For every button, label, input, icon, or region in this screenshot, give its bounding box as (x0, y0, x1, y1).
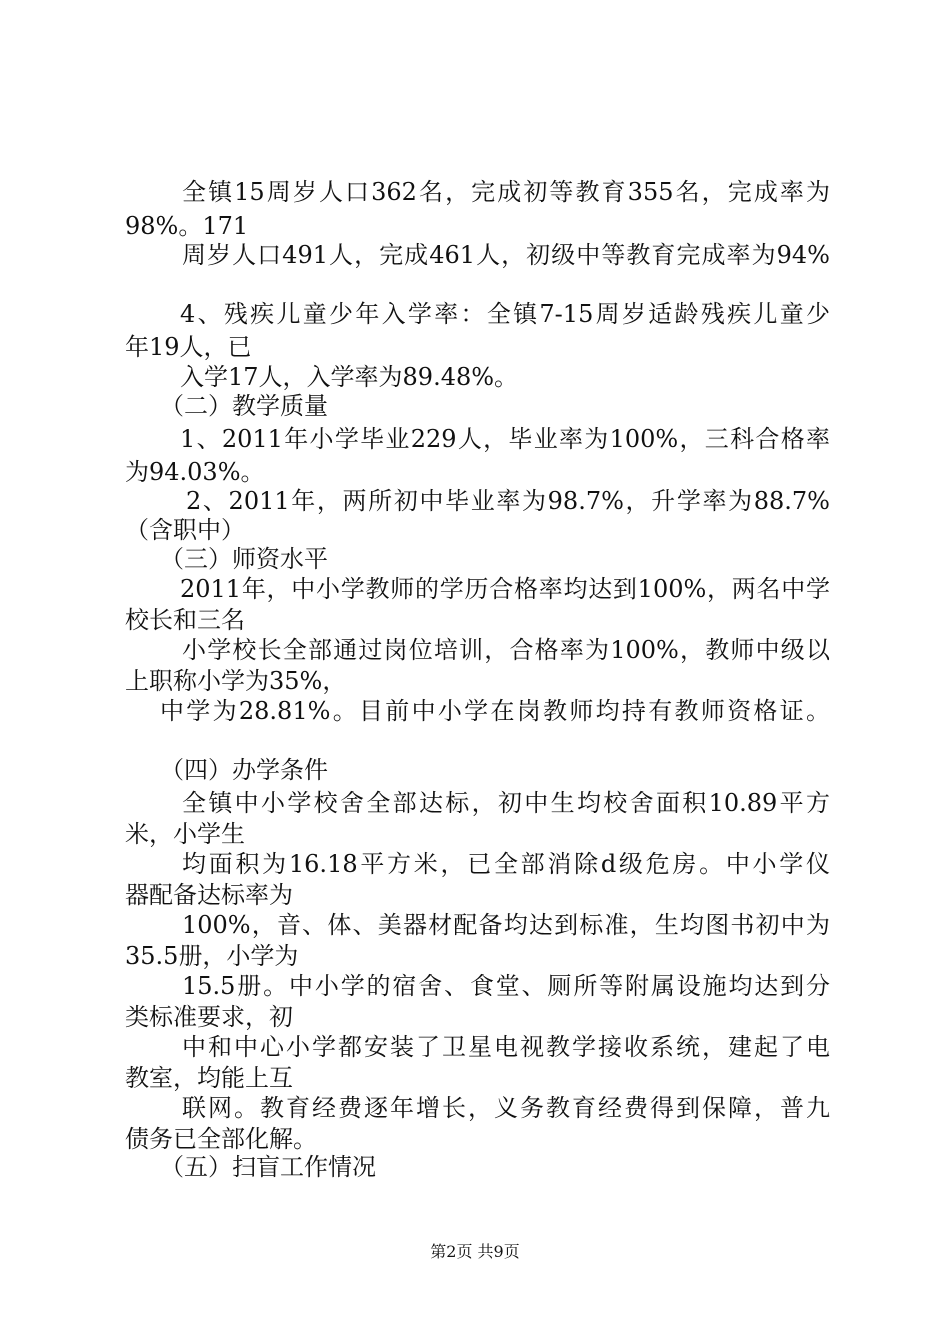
paragraph-line: 100%，音、体、美器材配备均达到标准，生均图书初中为 (182, 911, 830, 939)
paragraph-line: 教室，均能上互 (125, 1064, 293, 1092)
paragraph-line: 2、2011年，两所初中毕业率为98.7%，升学率为88.7% (186, 487, 830, 515)
paragraph-line: 中学为28.81%。目前中小学在岗教师均持有教师资格证。 (160, 697, 830, 725)
paragraph-line: 器配备达标率为 (125, 881, 293, 909)
paragraph-line: 2011年，中小学教师的学历合格率均达到100%，两名中学 (180, 575, 830, 603)
paragraph-line: 全镇中小学校舍全部达标，初中生均校舍面积10.89平方 (182, 789, 830, 817)
paragraph-line: 为94.03%。 (125, 458, 265, 486)
paragraph-line: 类标准要求，初 (125, 1003, 293, 1031)
paragraph-line: 中和中心小学都安装了卫星电视教学接收系统，建起了电 (182, 1033, 830, 1061)
section-heading: （三）师资水平 (160, 545, 328, 573)
paragraph-line: 35.5册，小学为 (125, 942, 299, 970)
section-heading: （二）教学质量 (160, 392, 328, 420)
paragraph-line: 4、残疾儿童少年入学率：全镇7-15周岁适龄残疾儿童少 (180, 300, 830, 328)
paragraph-line: 上职称小学为35%， (125, 667, 347, 695)
paragraph-line: 联网。教育经费逐年增长，义务教育经费得到保障，普九 (182, 1094, 830, 1122)
paragraph-line: 债务已全部化解。 (125, 1125, 317, 1153)
page-footer: 第2页 共9页 (430, 1242, 520, 1261)
paragraph-line: 周岁人口491人，完成461人，初级中等教育完成率为94% (182, 241, 830, 269)
paragraph-line: 小学校长全部通过岗位培训，合格率为100%，教师中级以 (182, 636, 830, 664)
paragraph-line: 入学17人，入学率为89.48%。 (180, 363, 519, 391)
paragraph-line: 全镇15周岁人口362名，完成初等教育355名，完成率为 (182, 178, 830, 206)
paragraph-line: 米，小学生 (125, 820, 245, 848)
paragraph-line: 年19人，已 (125, 333, 252, 361)
paragraph-line: 98%。171 (125, 212, 249, 240)
paragraph-line: 1、2011年小学毕业229人，毕业率为100%，三科合格率 (180, 425, 830, 453)
paragraph-line: （含职中） (125, 516, 245, 544)
section-heading: （五）扫盲工作情况 (160, 1153, 376, 1181)
section-heading: （四）办学条件 (160, 756, 328, 784)
paragraph-line: 均面积为16.18平方米，已全部消除d级危房。中小学仪 (182, 850, 830, 878)
paragraph-line: 15.5册。中小学的宿舍、食堂、厕所等附属设施均达到分 (182, 972, 830, 1000)
paragraph-line: 校长和三名 (125, 606, 245, 634)
